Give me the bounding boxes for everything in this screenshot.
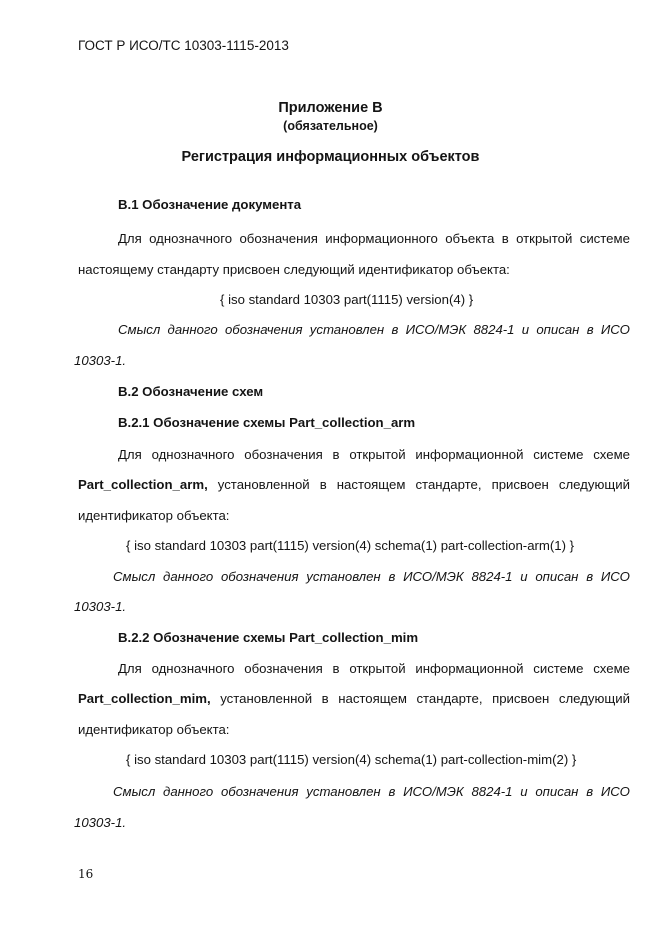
b1-note-line2: 10303-1. [74, 353, 127, 368]
word: Смысл [118, 322, 161, 337]
word: Смысл [113, 569, 156, 584]
word: данного [163, 784, 214, 799]
appendix-title: Приложение В [278, 100, 383, 116]
section-b2-title: В.2 Обозначение схем [118, 384, 264, 399]
word: информационного [325, 231, 438, 246]
b21-paragraph-line1 [118, 447, 630, 463]
word: в [321, 691, 329, 706]
word: в [586, 322, 594, 337]
word: следующий [558, 691, 630, 706]
word: Для [118, 661, 142, 676]
word: и [520, 784, 528, 799]
word: установленной [220, 691, 313, 706]
b21-note-line2: 10303-1. [74, 599, 127, 614]
word: присвоен [492, 691, 550, 706]
word: настоящем [336, 477, 406, 492]
word: однозначного [151, 661, 235, 676]
word: в [586, 784, 594, 799]
word: описан [536, 322, 580, 337]
word: системе [533, 661, 584, 676]
word: установлен [306, 569, 381, 584]
word: обозначения [220, 569, 299, 584]
b22-note-line1 [113, 784, 630, 800]
word: ИСО/МЭК [403, 569, 464, 584]
word: данного [163, 569, 214, 584]
word: в [501, 231, 509, 246]
standard-header: ГОСТ Р ИСО/ТС 10303-1115-2013 [78, 38, 289, 53]
word: и [521, 322, 530, 337]
word: Для [118, 231, 142, 246]
word: настоящем [338, 691, 407, 706]
word: стандарте, [415, 477, 482, 492]
word: открытой [516, 231, 573, 246]
b21-paragraph-line3: идентификатор объекта: [78, 508, 230, 523]
b1-note-line1 [118, 322, 630, 338]
word: открытой [349, 447, 406, 462]
word: ИСО [600, 784, 630, 799]
word: установлен [309, 322, 385, 337]
b22-paragraph-line2 [78, 691, 630, 707]
word: однозначного [149, 231, 233, 246]
word: в [586, 569, 594, 584]
b21-paragraph-line2 [78, 477, 630, 493]
b1-identifier: { iso standard 10303 part(1115) version(4) } [220, 292, 474, 307]
word: в [388, 784, 396, 799]
section-b21-title: В.2.1 Обозначение схемы Part_collection_arm [118, 415, 416, 430]
word: установленной [217, 477, 310, 492]
page-number: 16 [78, 867, 94, 881]
word: обозначения [224, 322, 303, 337]
word: системе [579, 231, 630, 246]
word: описан [535, 784, 579, 799]
word: обозначения [239, 231, 318, 246]
word: в [388, 569, 396, 584]
word: информационной [415, 661, 524, 676]
word: однозначного [151, 447, 235, 462]
word: системе [533, 447, 584, 462]
word: открытой [349, 661, 406, 676]
word: и [520, 569, 528, 584]
word: 8824-1 [471, 784, 513, 799]
b1-paragraph-line2: настоящему стандарту присвоен следующий идентификатор объекта: [78, 262, 510, 277]
word: ИСО/МЭК [403, 784, 464, 799]
word: в [332, 447, 340, 462]
b22-note-line2: 10303-1. [74, 815, 127, 830]
word: данного [167, 322, 218, 337]
section-b1-title: В.1 Обозначение документа [118, 197, 302, 212]
word: обозначения [220, 784, 299, 799]
b22-paragraph-line3: идентификатор объекта: [78, 722, 230, 737]
word: Для [118, 447, 142, 462]
word: описан [535, 569, 579, 584]
schema-name: Part_collection_arm, [78, 477, 208, 492]
word: 8824-1 [473, 322, 515, 337]
b22-identifier: { iso standard 10303 part(1115) version(4) schema(1) part-collection-mim(2) } [126, 752, 577, 767]
word: обозначения [244, 447, 323, 462]
word: объекта [445, 231, 495, 246]
word: схеме [593, 447, 630, 462]
word: следующий [558, 477, 630, 492]
word: Смысл [113, 784, 156, 799]
word: схеме [593, 661, 630, 676]
word: стандарте, [416, 691, 483, 706]
appendix-status: (обязательное) [283, 119, 378, 133]
word: присвоен [491, 477, 549, 492]
b21-identifier: { iso standard 10303 part(1115) version(4) schema(1) part-collection-arm(1) } [126, 538, 575, 553]
section-b22-title: В.2.2 Обозначение схемы Part_collection_mim [118, 630, 419, 645]
word: 8824-1 [471, 569, 513, 584]
appendix-heading: Регистрация информационных объектов [181, 149, 480, 165]
word: установлен [306, 784, 381, 799]
word: ИСО [600, 569, 630, 584]
word: в [319, 477, 327, 492]
word: в [391, 322, 399, 337]
word: ИСО/МЭК [405, 322, 467, 337]
b1-paragraph-line1 [118, 231, 630, 247]
b21-note-line1 [113, 569, 630, 585]
word: в [332, 661, 340, 676]
word: обозначения [244, 661, 323, 676]
word: ИСО [600, 322, 630, 337]
word: информационной [415, 447, 524, 462]
b22-paragraph-line1 [118, 661, 630, 677]
schema-name: Part_collection_mim, [78, 691, 211, 706]
